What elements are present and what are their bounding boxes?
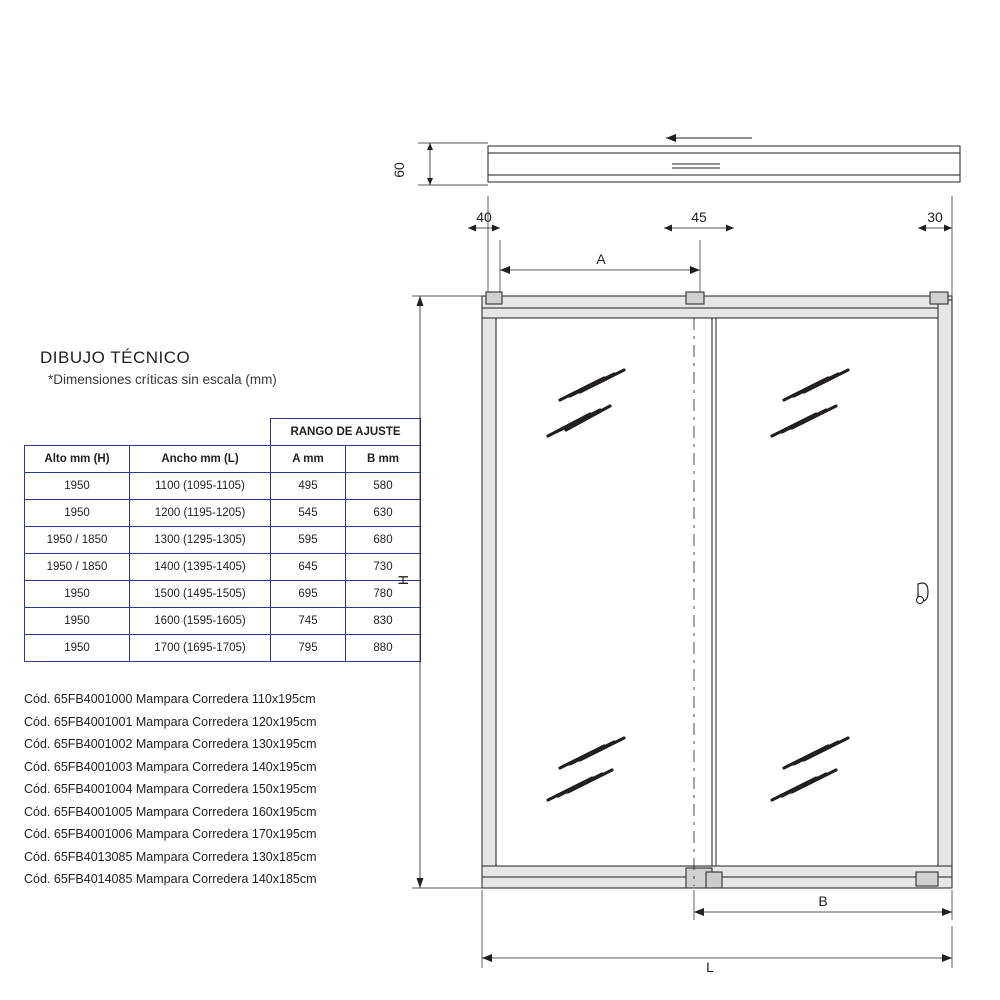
list-item: Cód. 65FB4001004 Mampara Corredera 150x195cm: [24, 782, 317, 796]
dim-label-40: 40: [476, 209, 492, 225]
cell-b: 830: [346, 608, 421, 635]
cell-alto: 1950: [25, 500, 130, 527]
cell-b: 580: [346, 473, 421, 500]
cell-b: 880: [346, 635, 421, 662]
cell-b: 630: [346, 500, 421, 527]
cell-b: 730: [346, 554, 421, 581]
page-title: DIBUJO TÉCNICO: [40, 348, 191, 367]
cell-ancho: 1300 (1295-1305): [130, 527, 271, 554]
cell-alto: 1950 / 1850: [25, 527, 130, 554]
cell-b: 680: [346, 527, 421, 554]
cell-a: 745: [271, 608, 346, 635]
cell-alto: 1950: [25, 473, 130, 500]
dim-label-60: 60: [391, 162, 407, 178]
group-header-rango: RANGO DE AJUSTE: [271, 419, 421, 446]
cell-alto: 1950: [25, 581, 130, 608]
cell-a: 495: [271, 473, 346, 500]
dim-label-b: B: [818, 893, 828, 909]
cell-alto: 1950: [25, 635, 130, 662]
col-header-ancho: Ancho mm (L): [130, 446, 271, 473]
dim-label-30: 30: [927, 209, 943, 225]
list-item: Cód. 65FB4001000 Mampara Corredera 110x195cm: [24, 692, 316, 706]
cell-alto: 1950: [25, 608, 130, 635]
cell-a: 595: [271, 527, 346, 554]
cell-ancho: 1100 (1095-1105): [130, 473, 271, 500]
dim-label-h: H: [395, 574, 411, 586]
list-item: Cód. 65FB4014085 Mampara Corredera 140x185cm: [24, 872, 317, 886]
cell-a: 695: [271, 581, 346, 608]
cell-a: 545: [271, 500, 346, 527]
page-subtitle: *Dimensiones críticas sin escala (mm): [48, 372, 277, 387]
cell-ancho: 1700 (1695-1705): [130, 635, 271, 662]
dim-label-l: L: [706, 959, 714, 975]
cell-alto: 1950 / 1850: [25, 554, 130, 581]
cell-ancho: 1200 (1195-1205): [130, 500, 271, 527]
cell-ancho: 1400 (1395-1405): [130, 554, 271, 581]
list-item: Cód. 65FB4001001 Mampara Corredera 120x195cm: [24, 714, 317, 729]
dim-label-a: A: [596, 251, 606, 267]
list-item: Cód. 65FB4001003 Mampara Corredera 140x195cm: [24, 759, 317, 774]
dim-label-45: 45: [691, 209, 707, 225]
cell-b: 780: [346, 581, 421, 608]
cell-a: 795: [271, 635, 346, 662]
cell-ancho: 1500 (1495-1505): [130, 581, 271, 608]
list-item: Cód. 65FB4013085 Mampara Corredera 130x185cm: [24, 849, 317, 864]
list-item: Cód. 65FB4001005 Mampara Corredera 160x195cm: [24, 804, 317, 819]
col-header-a: A mm: [271, 446, 346, 473]
list-item: Cód. 65FB4001002 Mampara Corredera 130x195cm: [24, 737, 317, 751]
col-header-alto: Alto mm (H): [25, 446, 130, 473]
cell-ancho: 1600 (1595-1605): [130, 608, 271, 635]
list-item: Cód. 65FB4001006 Mampara Corredera 170x195cm: [24, 827, 317, 841]
cell-a: 645: [271, 554, 346, 581]
col-header-b: B mm: [346, 446, 421, 473]
